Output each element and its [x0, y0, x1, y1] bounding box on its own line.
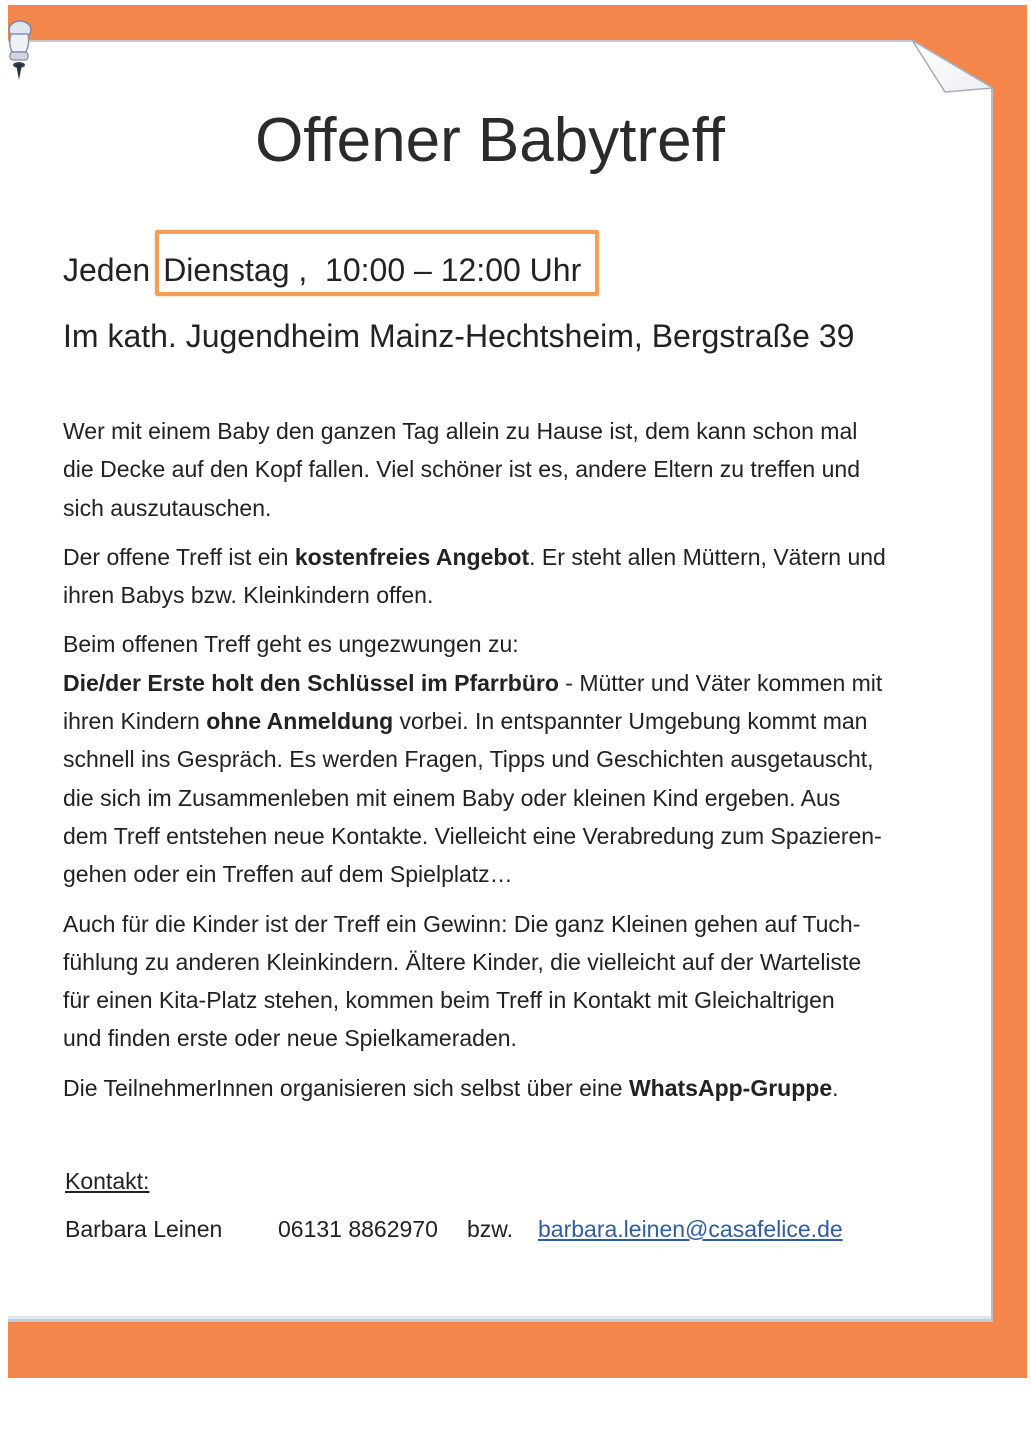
- paragraph: [63, 1069, 963, 1107]
- body-text: [63, 412, 963, 1118]
- page-title: Offener Babytreff: [255, 106, 725, 175]
- text-segment: . Er steht allen Müttern, Vätern und: [529, 543, 886, 570]
- text-line: [63, 450, 963, 488]
- bold-text: kostenfreies Angebot: [294, 543, 530, 570]
- text-line: [63, 817, 963, 855]
- text-segment: ihren Babys bzw. Kleinkindern offen.: [63, 582, 434, 609]
- text-line: [63, 702, 963, 740]
- text-line: [63, 664, 963, 702]
- text-segment: vorbei. In entspannter Umgebung kommt man: [393, 708, 868, 735]
- page-curl-icon: [905, 34, 997, 100]
- email-link[interactable]: barbara.leinen@casafelice.de: [538, 1216, 843, 1242]
- text-segment: schnell ins Gespräch. Es werden Fragen, Tipps und Geschichten ausgetauscht,: [63, 746, 874, 773]
- text-segment: dem Treff entstehen neue Kontakte. Vielleicht eine Verabredung zum Spazieren-: [63, 822, 882, 849]
- bold-text: WhatsApp-Gruppe: [628, 1074, 833, 1101]
- bold-text: Die/der Erste holt den Schlüssel im Pfarrbüro: [63, 669, 559, 696]
- text-line: [63, 740, 963, 778]
- text-segment: Auch für die Kinder ist der Treff ein Gewinn: Die ganz Kleinen gehen auf Tuch-: [63, 910, 861, 937]
- text-line: [63, 1069, 963, 1107]
- text-line: [63, 855, 963, 893]
- contact-heading: Kontakt:: [65, 1168, 150, 1194]
- text-segment: die sich im Zusammenleben mit einem Baby oder kleinen Kind ergeben. Aus: [63, 784, 841, 811]
- pushpin-icon: [2, 18, 34, 90]
- text-segment: Wer mit einem Baby den ganzen Tag allein zu Hause ist, dem kann schon mal: [63, 418, 858, 444]
- separator-text: bzw.: [467, 1216, 514, 1242]
- text-segment: für einen Kita-Platz stehen, kommen beim Treff in Kontakt mit Gleichaltrigen: [63, 987, 835, 1014]
- text-line: [63, 779, 963, 817]
- text-segment: fühlung zu anderen Kleinkindern. Ältere Kinder, die vielleicht auf der Warteliste: [63, 948, 862, 975]
- text-segment: sich auszutauschen.: [63, 494, 272, 521]
- text-segment: Die TeilnehmerInnen organisieren sich selbst über eine: [63, 1074, 629, 1101]
- text-segment: gehen oder ein Treffen auf dem Spielplatz…: [63, 861, 513, 888]
- schedule-prefix: Jeden: [63, 252, 151, 288]
- text-segment: Beim offenen Treff geht es ungezwungen zu:: [63, 631, 519, 658]
- paragraph: [63, 625, 963, 893]
- bold-text: ohne Anmeldung: [206, 708, 394, 735]
- text-segment: und finden erste oder neue Spielkameraden.: [63, 1025, 517, 1052]
- contact-phone: 06131 8862970: [278, 1216, 438, 1242]
- text-segment: Der offene Treff ist ein: [63, 543, 295, 570]
- text-line: [63, 625, 963, 663]
- text-line: [63, 576, 963, 614]
- contact-row: [0, 1210, 990, 1248]
- paragraph: [63, 905, 963, 1058]
- contact-name: Barbara Leinen: [65, 1216, 223, 1242]
- paragraph: [63, 412, 963, 527]
- paragraph: [63, 538, 963, 615]
- schedule-line: [63, 230, 599, 296]
- text-segment: die Decke auf den Kopf fallen. Viel schöner ist es, andere Eltern zu treffen und: [63, 456, 860, 483]
- text-line: [63, 412, 963, 450]
- text-line: [63, 489, 963, 527]
- text-segment: - Mütter und Väter kommen mit: [558, 669, 883, 696]
- text-line: [63, 905, 963, 943]
- text-line: [63, 538, 963, 576]
- schedule-highlight: Dienstag , 10:00 – 12:00 Uhr: [155, 230, 599, 296]
- text-segment: ihren Kindern: [63, 708, 207, 735]
- text-line: [63, 943, 963, 981]
- location-line: Im kath. Jugendheim Mainz-Hechtsheim, Bergstraße 39: [63, 318, 855, 354]
- text-segment: .: [832, 1074, 839, 1101]
- text-line: [63, 981, 963, 1019]
- text-line: [63, 1019, 963, 1057]
